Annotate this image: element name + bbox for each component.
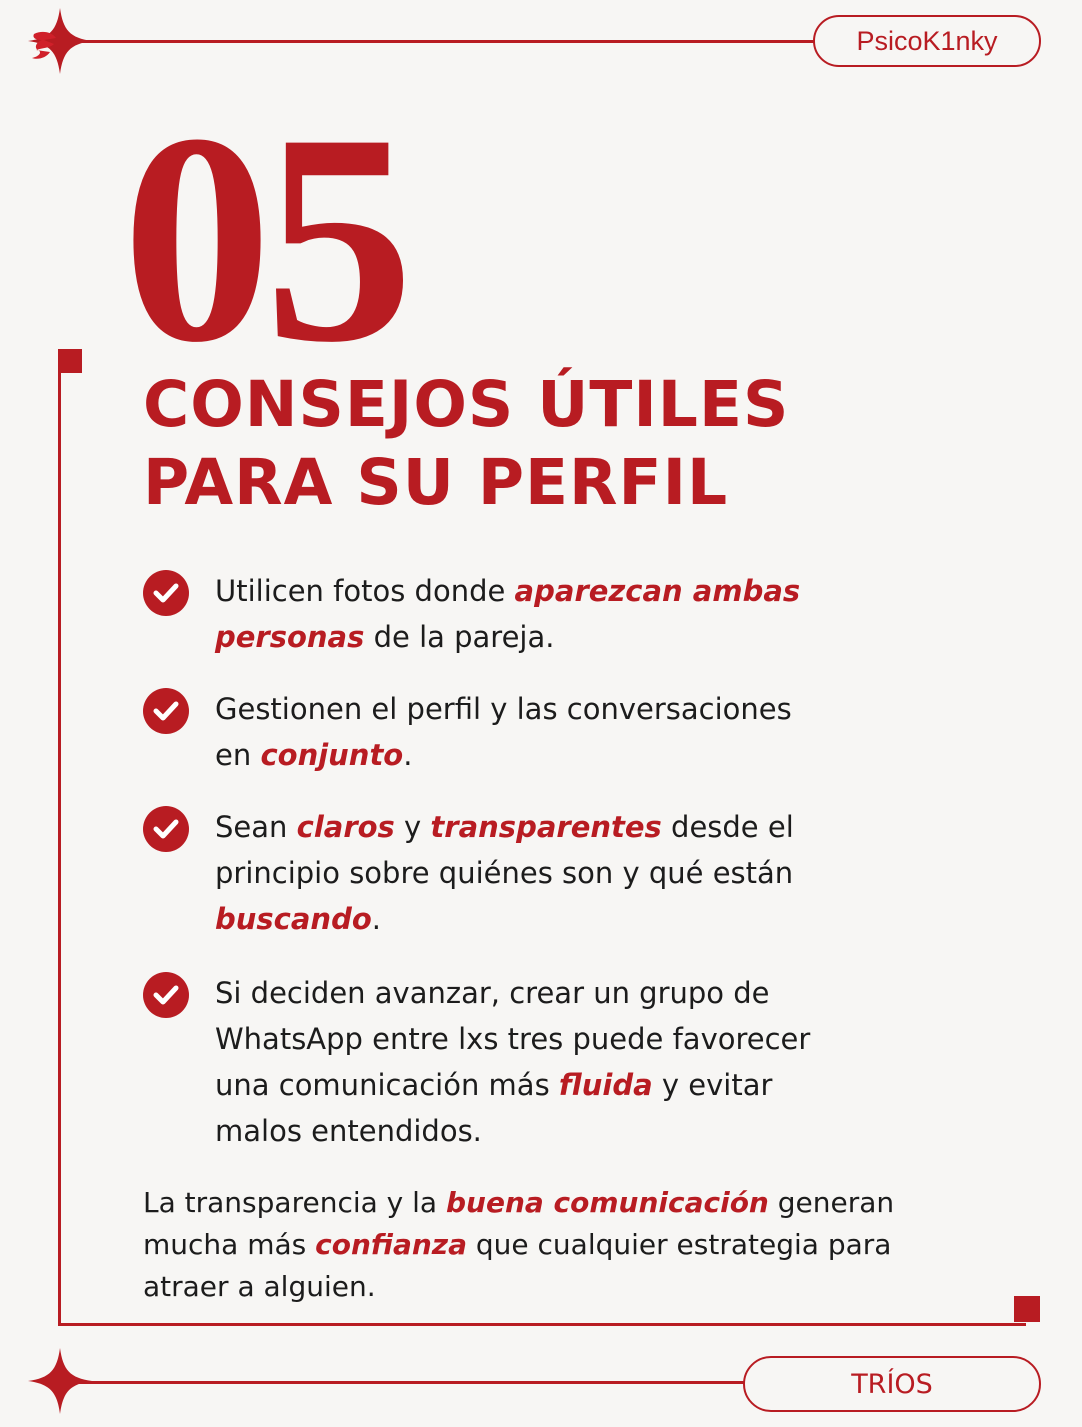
- tip-seg: Gestionen el perfil y las conversaciones en: [215, 692, 792, 772]
- tip-highlight: transparentes: [430, 810, 662, 844]
- tip-text: [215, 970, 825, 1154]
- tip-seg: Utilicen fotos donde: [215, 574, 515, 608]
- frame-corner-bottom-right: [1014, 1296, 1040, 1322]
- frame-left-rule: [58, 370, 61, 1326]
- frame-bottom-rule: [58, 1323, 1026, 1326]
- closing-highlight: buena comunicación: [445, 1186, 769, 1219]
- category-pill: [743, 1356, 1041, 1412]
- tip-seg: desde el principio sobre quiénes son y qué están: [215, 810, 794, 890]
- tip-text: [215, 686, 825, 778]
- tip-highlight: conjunto: [260, 738, 404, 772]
- tip-text: [215, 804, 825, 942]
- bottom-rule: [60, 1381, 750, 1384]
- closing-seg: La transparencia y la: [143, 1186, 446, 1219]
- sparkle-icon: [28, 1348, 92, 1414]
- tip-seg: Si deciden avanzar, crear un grupo de WhatsApp entre lxs tres puede favorecer una comunicación más: [215, 976, 811, 1102]
- flame-logo-icon: [30, 28, 60, 64]
- tip-seg: Sean: [215, 810, 297, 844]
- tip-seg: de la pareja.: [364, 620, 555, 654]
- check-circle-icon: [143, 972, 189, 1018]
- category-label: TRÍOS: [851, 1368, 933, 1400]
- tip-seg: .: [371, 902, 381, 936]
- tip-text: [215, 568, 825, 660]
- closing-seg: generan mucha más: [143, 1186, 895, 1261]
- closing-paragraph: [143, 1182, 923, 1308]
- check-circle-icon: [143, 570, 189, 616]
- tip-highlight: aparezcan ambas personas: [215, 574, 801, 654]
- title-line-1: CONSEJOS ÚTILES: [143, 368, 790, 441]
- top-rule: [60, 40, 816, 43]
- check-circle-icon: [143, 806, 189, 852]
- tip-highlight: claros: [296, 810, 395, 844]
- brand-pill: [813, 15, 1041, 67]
- frame-corner-top-left: [58, 349, 82, 373]
- closing-highlight: confianza: [315, 1228, 467, 1261]
- tip-highlight: fluida: [558, 1068, 653, 1102]
- tip-seg: .: [403, 738, 413, 772]
- brand-label: PsicoK1nky: [856, 25, 998, 56]
- tip-seg: y evitar malos entendidos.: [215, 1068, 773, 1148]
- closing-seg: que cualquier estrategia para atraer a alguien.: [143, 1228, 892, 1303]
- check-circle-icon: [143, 688, 189, 734]
- page-title: [143, 366, 789, 522]
- section-number: 05: [122, 72, 406, 404]
- tip-seg: y: [394, 810, 431, 844]
- tip-highlight: buscando: [215, 902, 372, 936]
- title-line-2: PARA SU PERFIL: [143, 446, 729, 519]
